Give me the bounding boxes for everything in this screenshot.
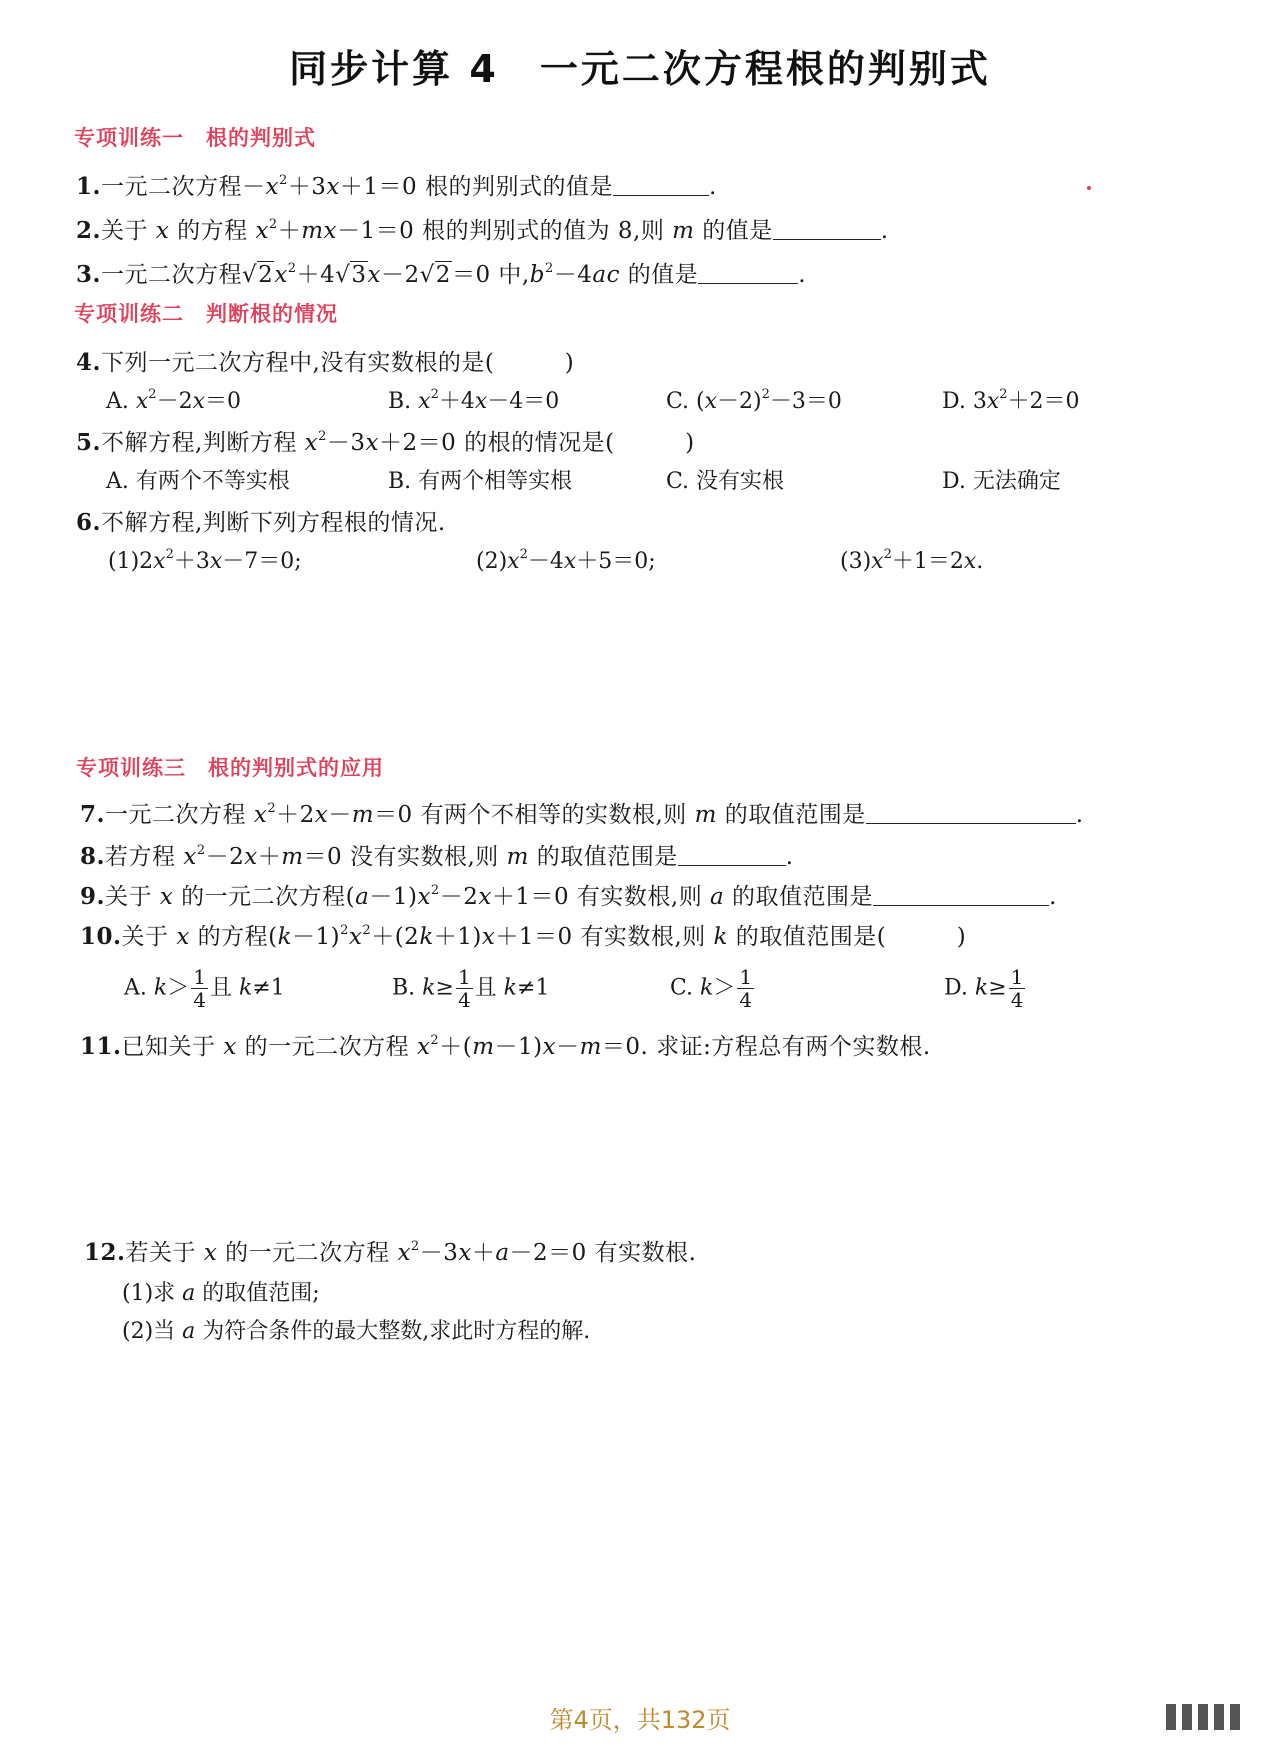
scan-edge-marks: [1166, 1704, 1240, 1730]
question-10: 10.关于 x 的方程$(k-1)^2x^2+(2k+1)x+1=0$ 有实数根,则 k 的取值范围是( ): [80, 923, 967, 950]
q5-option-d: D. 无法确定: [942, 469, 1061, 494]
question-1: 1.一元二次方程$-x^2+3x+1=0$ 根的判别式的值是 .: [76, 173, 717, 200]
q10-option-a: A. k＞ $\frac{1}{4}$ 且 k≠1: [124, 965, 285, 1012]
fraction-one-quarter: $\frac{1}{4}$: [739, 965, 753, 1012]
q12-part-1: (1)求 a 的取值范围;: [122, 1281, 320, 1306]
question-6: 6.不解方程,判断下列方程根的情况.: [76, 509, 446, 536]
answer-blank-1: [613, 173, 709, 196]
question-4: 4.下列一元二次方程中,没有实数根的是( ): [76, 349, 575, 376]
q5-option-c: C. 没有实根: [666, 469, 785, 494]
q10-option-c: C. k＞ $\frac{1}{4}$: [670, 965, 753, 1012]
answer-blank-7: [866, 801, 1076, 824]
sqrt-2b: √2: [419, 262, 451, 288]
question-3: 3.一元二次方程$√2x^2+4√3x-2√2=0$ 中$,b^2-4ac$ 的值是 .: [76, 261, 807, 288]
question-12: 12.若关于 x 的一元二次方程 $x^2-3x+a-2=0$ 有实数根.: [84, 1239, 697, 1266]
fraction-one-quarter: $\frac{1}{4}$: [193, 965, 206, 1012]
q10-option-b: B. k≥ $\frac{1}{4}$ 且 k≠1: [392, 965, 550, 1012]
q4-option-b: B. $x^2+4x-4=0$: [388, 387, 560, 414]
question-11: 11.已知关于 x 的一元二次方程 $x^2+(m-1)x-m=0$. 求证:方程总有两个实数根.: [80, 1033, 931, 1060]
answer-blank-8: [678, 843, 786, 866]
fraction-one-quarter: $\frac{1}{4}$: [1010, 965, 1024, 1012]
question-5: 5.不解方程,判断方程 $x^2-3x+2=0$ 的根的情况是( ): [76, 429, 695, 456]
edge-mark: [1198, 1704, 1208, 1730]
page-footer: 第4页，共132页: [549, 1706, 731, 1734]
edge-mark: [1230, 1704, 1240, 1730]
q6-part-1: $(1)2x^2+3x-7=0$;: [108, 547, 302, 574]
answer-blank-2: [773, 217, 881, 240]
sqrt-2: √2: [242, 262, 274, 288]
question-7: 7.一元二次方程 $x^2+2x-m=0$ 有两个不相等的实数根,则 m 的取值范围是 .: [80, 801, 1084, 828]
q6-part-2: $(2)x^2-4x+5=0$;: [476, 547, 656, 574]
q6-part-3: $(3)x^2+1=2x$.: [840, 547, 984, 574]
edge-mark: [1166, 1704, 1176, 1730]
edge-mark: [1214, 1704, 1224, 1730]
edge-mark: [1182, 1704, 1192, 1730]
question-8: 8.若方程 $x^2-2x+m=0$ 没有实数根,则 m 的取值范围是 .: [80, 843, 794, 870]
q5-option-a: A. 有两个不等实根: [106, 469, 290, 494]
red-mark-dot: [1087, 186, 1091, 190]
page-title: 同步计算 4 一元二次方程根的判别式: [289, 47, 991, 91]
fraction-one-quarter: $\frac{1}{4}$: [457, 965, 471, 1012]
answer-blank-9: [873, 883, 1049, 906]
q4-option-a: A. $x^2-2x=0$: [106, 387, 241, 414]
q12-part-2: (2)当 a 为符合条件的最大整数,求此时方程的解.: [122, 1319, 591, 1344]
question-9: 9.关于 x 的一元二次方程$(a-1)x^2-2x+1=0$ 有实数根,则 a 的取值范围是 .: [80, 883, 1057, 910]
q4-option-c: C. $(x-2)^2-3=0$: [666, 387, 842, 414]
q10-option-d: D. k≥ $\frac{1}{4}$: [944, 965, 1024, 1012]
q5-option-b: B. 有两个相等实根: [388, 469, 573, 494]
q4-option-d: D. $3x^2+2=0$: [942, 387, 1080, 414]
section-heading-3: 专项训练三 根的判别式的应用: [76, 756, 384, 780]
answer-blank-3: [698, 261, 798, 284]
section-heading-1: 专项训练一 根的判别式: [74, 126, 316, 150]
section-heading-2: 专项训练二 判断根的情况: [74, 302, 338, 326]
question-2: 2.关于 x 的方程 $x^2+mx-1=0$ 根的判别式的值为 8,则 m 的值是 .: [76, 217, 889, 244]
sqrt-3: √3: [335, 262, 367, 288]
